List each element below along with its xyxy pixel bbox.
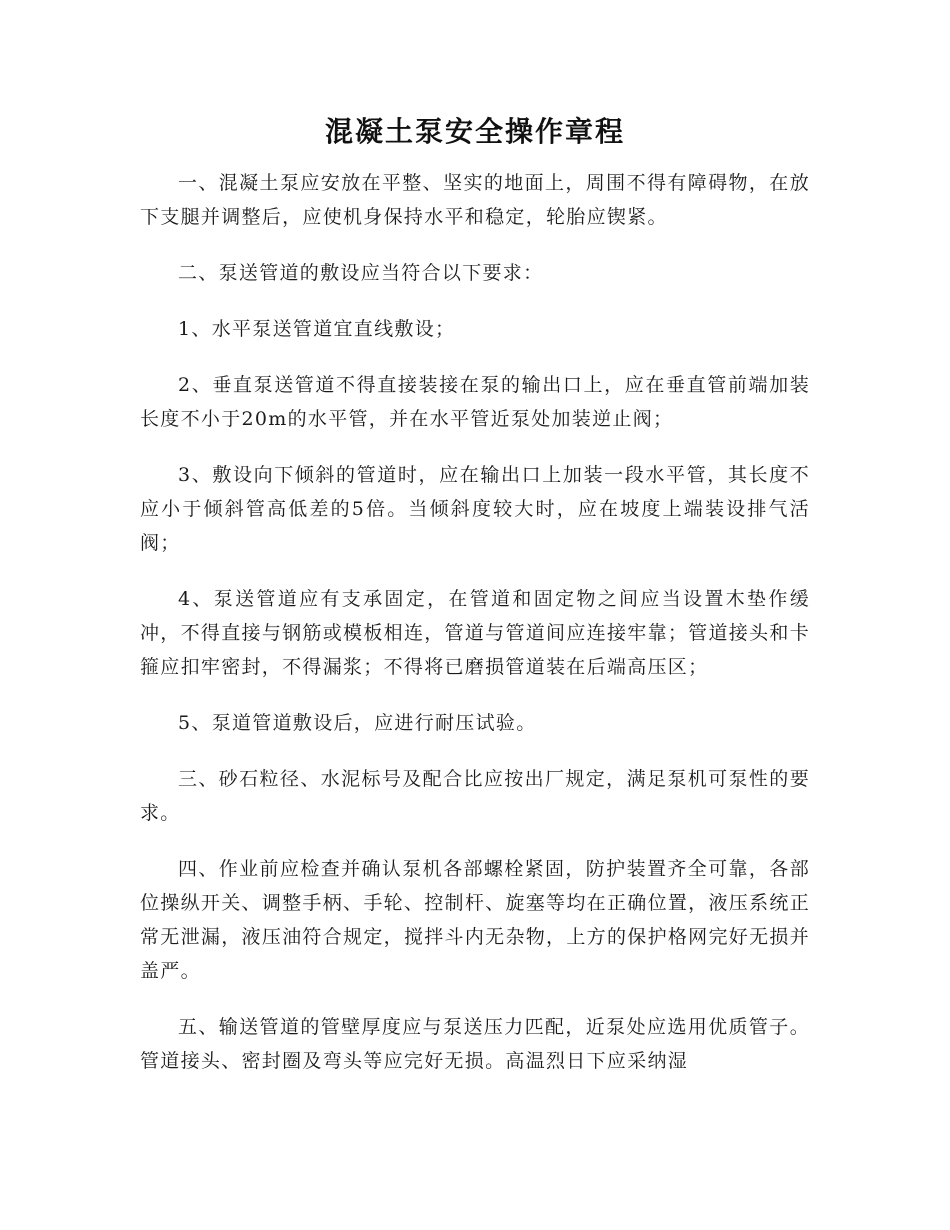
paragraph-7: 5、泵道管道敷设后，应进行耐压试验。 bbox=[178, 712, 537, 734]
paragraph-2: 二、泵送管道的敷设应当符合以下要求： bbox=[178, 262, 544, 284]
document-body bbox=[140, 166, 810, 1100]
paragraph-6: 4、泵送管道应有支承固定，在管道和固定物之间应当设置木垫作缓冲，不得直接与钢筋或模板相连，管道与管道间应连接牢靠；管道接头和卡箍应扣牢密封，不得漏浆；不得将已磨损管道装在后端高压区； bbox=[140, 588, 810, 678]
paragraph-10: 五、输送管道的管壁厚度应与泵送压力匹配，近泵处应选用优质管子。管道接头、密封圈及弯头等应完好无损。高温烈日下应采纳湿 bbox=[140, 1016, 810, 1072]
paragraph-4: 2、垂直泵送管道不得直接装接在泵的输出口上，应在垂直管前端加装长度不小于20m的水平管，并在水平管近泵处加装逆止阀； bbox=[140, 374, 810, 430]
paragraph-5: 3、敷设向下倾斜的管道时，应在输出口上加装一段水平管，其长度不应小于倾斜管高低差的5倍。当倾斜度较大时，应在坡度上端装设排气活阀； bbox=[140, 464, 810, 554]
paragraph-3: 1、水平泵送管道宜直线敷设； bbox=[178, 318, 456, 340]
paragraph-9: 四、作业前应检查并确认泵机各部螺栓紧固，防护装置齐全可靠，各部位操纵开关、调整手柄、手轮、控制杆、旋塞等均在正确位置，液压系统正常无泄漏，液压油符合规定，搅拌斗内无杂物，上方的保护格网完好无损并盖严。 bbox=[140, 858, 810, 982]
document-title: 混凝土泵安全操作章程 bbox=[324, 115, 625, 148]
paragraph-8: 三、砂石粒径、水泥标号及配合比应按出厂规定，满足泵机可泵性的要求。 bbox=[140, 768, 810, 824]
paragraph-1: 一、混凝土泵应安放在平整、坚实的地面上，周围不得有障碍物，在放下支腿并调整后，应使机身保持水平和稳定，轮胎应锲紧。 bbox=[140, 172, 810, 228]
